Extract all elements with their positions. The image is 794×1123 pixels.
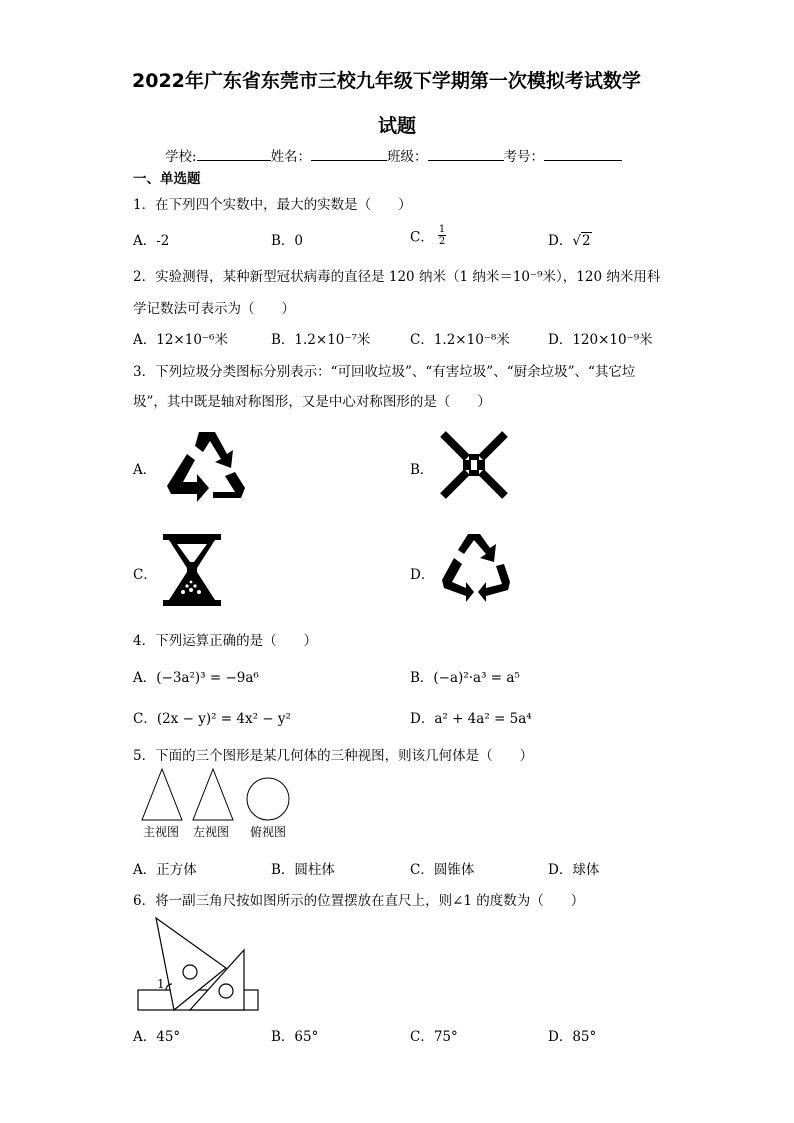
q5-option-c: C．圆锥体 bbox=[410, 862, 475, 878]
q1-frac-den: 2 bbox=[438, 236, 446, 247]
sqrt-icon: √ bbox=[572, 233, 581, 249]
id-label: 考号： bbox=[503, 149, 545, 165]
q3-option-a: A． bbox=[133, 462, 157, 478]
q6-stem: 6．将一副三角尺按如图所示的位置摆放在直尺上，则∠1 的度数为（ ） bbox=[133, 893, 585, 909]
school-blank[interactable] bbox=[197, 148, 271, 161]
q3-stem-line2: 圾”，其中既是轴对称图形，又是中心对称图形的是（ ） bbox=[133, 394, 491, 410]
page-title-line1: 2022年广东省东莞市三校九年级下学期第一次模拟考试数学 bbox=[132, 70, 641, 92]
name-label: 姓名： bbox=[270, 149, 312, 165]
page-title-line2: 试题 bbox=[378, 115, 417, 137]
q5-stem: 5．下面的三个图形是某几何体的三种视图，则该几何体是（ ） bbox=[133, 748, 534, 764]
q1-stem: 1．在下列四个实数中，最大的实数是（ ） bbox=[133, 197, 412, 213]
q2-option-a: A．12×10⁻⁶米 bbox=[133, 332, 228, 348]
q4-option-a: A．(−3a²)³ = −9a⁶ bbox=[133, 670, 259, 686]
side-view-label: 左视图 bbox=[193, 825, 230, 839]
q2-option-b: B．1.2×10⁻⁷米 bbox=[271, 332, 371, 348]
q1-option-b: B．0 bbox=[271, 233, 304, 249]
side-view-triangle bbox=[193, 769, 233, 820]
class-label: 班级： bbox=[387, 149, 428, 165]
angle-1-label: 1 bbox=[157, 977, 165, 991]
q6-option-c: C．75° bbox=[410, 1029, 458, 1045]
q3-option-b: B． bbox=[410, 462, 434, 478]
q6-option-b: B．65° bbox=[271, 1029, 319, 1045]
q6-option-d: D．85° bbox=[548, 1029, 597, 1045]
set-square-figure bbox=[134, 914, 264, 1014]
q2-option-d: D．120×10⁻⁹米 bbox=[548, 332, 653, 348]
info-fields bbox=[165, 145, 622, 165]
name-blank[interactable] bbox=[311, 148, 387, 161]
top-view-circle bbox=[247, 778, 289, 820]
q4-option-d: D．a² + 4a² = 5a⁴ bbox=[410, 711, 532, 727]
recycle-icon bbox=[163, 428, 253, 506]
school-label: 学校: bbox=[165, 149, 197, 165]
q3-stem-line1: 3．下列垃圾分类图标分别表示：“可回收垃圾”、“有害垃圾”、“厨余垃圾”、“其它垃 bbox=[133, 364, 636, 380]
q6-option-a: A．45° bbox=[133, 1029, 181, 1045]
q1-option-d-prefix: D． bbox=[548, 233, 573, 249]
other-waste-icon bbox=[438, 530, 514, 610]
front-view-label: 主视图 bbox=[143, 825, 180, 839]
kitchen-waste-icon bbox=[161, 532, 223, 608]
q5-option-d: D．球体 bbox=[548, 862, 600, 878]
q4-stem: 4．下列运算正确的是（ ） bbox=[133, 633, 318, 649]
q1-option-c-prefix: C． bbox=[410, 229, 434, 246]
id-blank[interactable] bbox=[544, 148, 622, 161]
q2-stem-line1: 2．实验测得，某种新型冠状病毒的直径是 120 纳米（1 纳米＝10⁻⁹米），120 纳米用科 bbox=[133, 269, 661, 285]
q3-option-c: C． bbox=[133, 567, 157, 583]
front-view-triangle bbox=[142, 769, 182, 820]
q1-option-c bbox=[410, 224, 446, 247]
q1-fraction bbox=[438, 224, 446, 247]
class-blank[interactable] bbox=[428, 148, 504, 161]
q3-option-d: D． bbox=[410, 567, 435, 583]
q5-option-a: A．正方体 bbox=[133, 862, 197, 878]
three-views-figure bbox=[138, 766, 298, 824]
hazardous-waste-icon bbox=[437, 430, 511, 500]
q1-frac-num: 1 bbox=[438, 224, 446, 235]
q5-option-b: B．圆柱体 bbox=[271, 862, 335, 878]
q1-option-d bbox=[548, 229, 592, 249]
top-view-label: 俯视图 bbox=[250, 825, 287, 839]
q2-option-c: C．1.2×10⁻⁸米 bbox=[410, 332, 510, 348]
q1-root-value: 2 bbox=[581, 233, 591, 249]
q4-option-c: C．(2x − y)² = 4x² − y² bbox=[133, 711, 291, 727]
q4-option-b: B．(−a)²·a³ = a⁵ bbox=[410, 670, 520, 686]
q2-stem-line2: 学记数法可表示为（ ） bbox=[133, 301, 295, 317]
q1-option-a: A．-2 bbox=[133, 233, 170, 249]
section-title: 一、单选题 bbox=[133, 171, 201, 187]
